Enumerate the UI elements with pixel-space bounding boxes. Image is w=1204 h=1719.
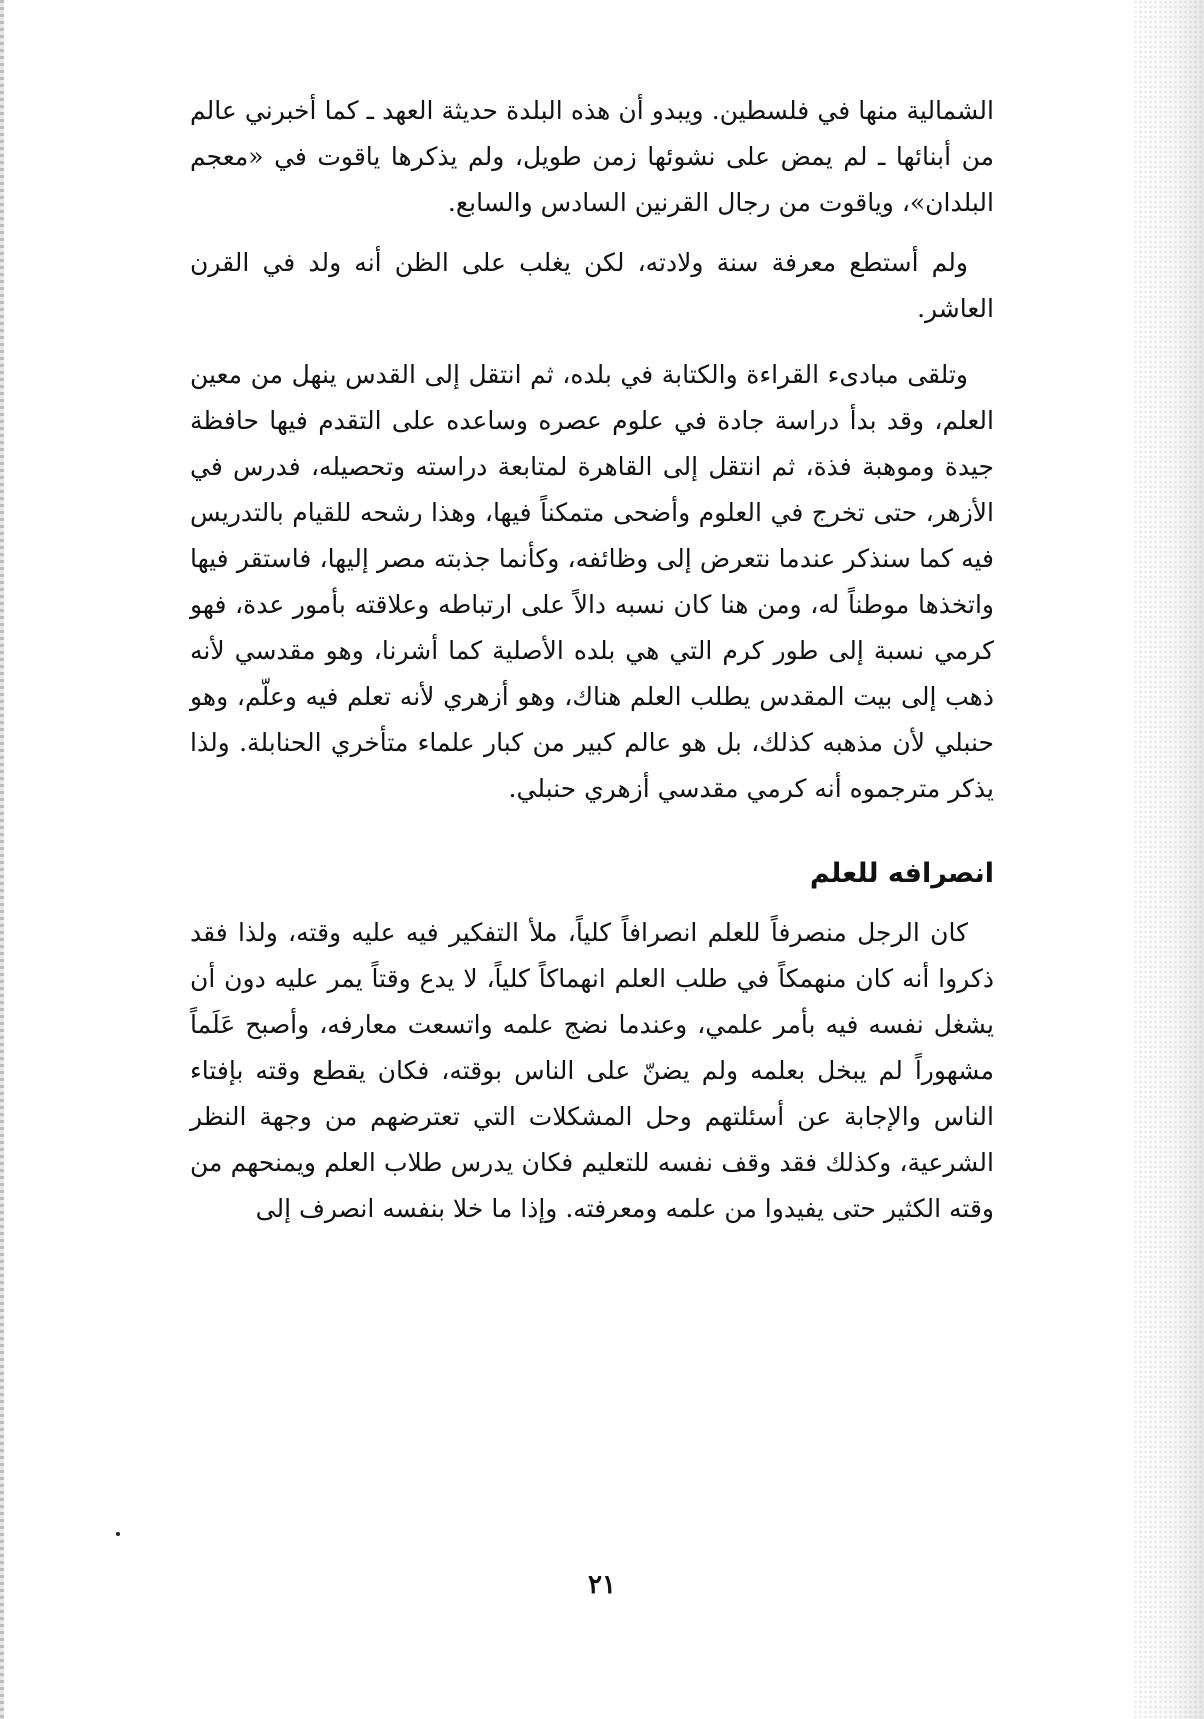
scan-left-edge xyxy=(0,0,4,1719)
scan-speck xyxy=(116,1532,120,1536)
book-page-text xyxy=(190,88,994,1232)
paragraph-birth: ولم أستطع معرفة سنة ولادته، لكن يغلب على الظن أنه ولد في القرن العاشر. xyxy=(190,248,994,323)
page-number: ٢١ xyxy=(588,1570,616,1600)
paragraph-hometown: الشمالية منها في فلسطين. ويبدو أن هذه البلدة حديثة العهد ـ كما أخبرني عالم من أبنائها ـ لم يمض على نشوئها زمن طويل، ولم يذكرها ياقوت في «معجم البلدان»، وياقوت من رجال القرنين السادس والسابع. xyxy=(190,96,994,217)
scan-right-edge xyxy=(1134,0,1204,1719)
section-heading: انصرافه للعلم xyxy=(809,858,994,889)
paragraph-education: وتلقى مبادىء القراءة والكتابة في بلده، ثم انتقل إلى القدس ينهل من معين العلم، وقد بدأ دراسة جادة في علوم عصره وساعده على التقدم فيها حافظة جيدة وموهبة فذة، ثم انتقل إلى القاهرة لمتابعة دراسته وتحصيله، فدرس في الأزهر، حتى تخرج في العلوم وأضحى متمكناً فيها، وهذا رشحه للقيام بالتدريس فيه كما سنذكر عندما نتعرض إلى وظائفه، وكأنما جذبته مصر إليها، فاستقر فيها واتخذها موطناً له، ومن هنا كان نسبه دالاً على ارتباطه وعلاقته بأمور عدة، فهو كرمي نسبة إلى طور كرم التي هي بلده الأصلية كما أشرنا، وهو مقدسي لأنه ذهب إلى بيت المقدس يطلب العلم هناك، وهو أزهري لأنه تعلم فيه وعلّم، وهو حنبلي لأن مذهبه كذلك، بل هو عالم كبير من كبار علماء متأخري الحنابلة. ولذا يذكر مترجموه أنه كرمي مقدسي أزهري حنبلي. xyxy=(190,360,994,803)
paragraph-devotion: كان الرجل منصرفاً للعلم انصرافاً كلياً، ملأ التفكير فيه عليه وقته، ولذا فقد ذكروا أنه كان منهمكاً في طلب العلم انهماكاً كلياً، لا يدع وقتاً يمر عليه دون أن يشغل نفسه فيه بأمر علمي، وعندما نضج علمه واتسعت معارفه، وأصبح عَلَماً مشهوراً لم يبخل بعلمه ولم يضنّ على الناس بوقته، فكان يقطع وقته بإفتاء الناس والإجابة عن أسئلتهم وحل المشكلات التي تعترضهم من وجهة النظر الشرعية، وكذلك فقد وقف نفسه للتعليم فكان يدرس طلاب العلم ويمنحهم من وقته الكثير حتى يفيدوا من علمه ومعرفته. وإذا ما خلا بنفسه انصرف إلى xyxy=(190,918,994,1223)
